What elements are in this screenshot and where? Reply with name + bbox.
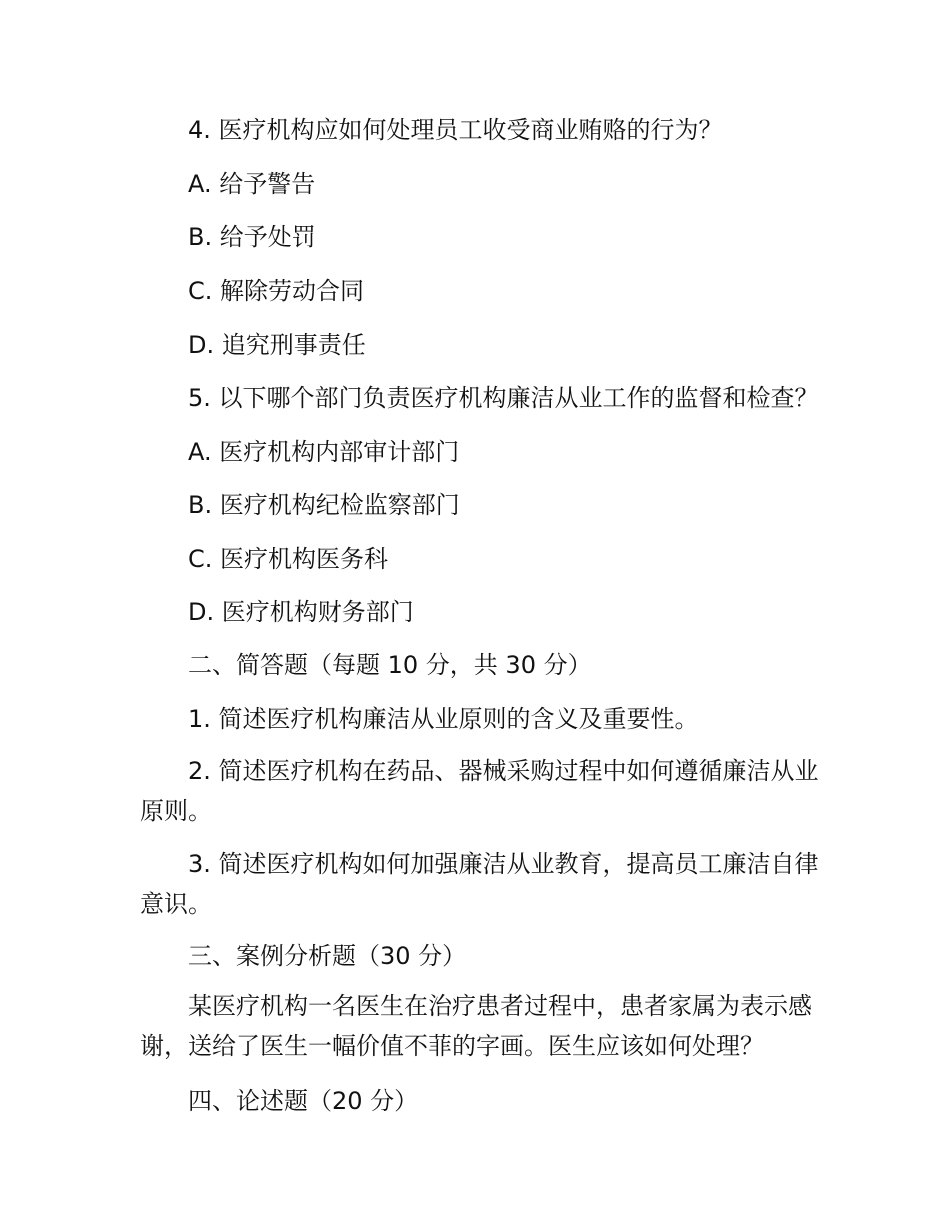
question-4-option-a: A. 给予警告 (188, 170, 316, 198)
question-5-option-b: B. 医疗机构纪检监察部门 (188, 491, 460, 519)
question-4-option-d: D. 追究刑事责任 (188, 331, 366, 359)
question-5-option-a: A. 医疗机构内部审计部门 (188, 438, 460, 466)
question-4-option-c: C. 解除劳动合同 (188, 277, 365, 305)
question-4-stem: 4. 医疗机构应如何处理员工收受商业贿赂的行为？ (188, 116, 723, 144)
question-5-stem: 5. 以下哪个部门负责医疗机构廉洁从业工作的监督和检查？ (188, 384, 819, 412)
section-2-title: 二、简答题（每题 10 分，共 30 分） (188, 651, 592, 679)
section-4-title: 四、论述题（20 分） (188, 1087, 419, 1115)
short-answer-2: 2. 简述医疗机构在药品、器械采购过程中如何遵循廉洁从业原则。 (140, 757, 819, 825)
short-answer-1: 1. 简述医疗机构廉洁从业原则的含义及重要性。 (188, 705, 699, 733)
question-5-option-c: C. 医疗机构医务科 (188, 545, 389, 573)
question-4-option-b: B. 给予处罚 (188, 223, 316, 251)
question-5-option-d: D. 医疗机构财务部门 (188, 598, 414, 626)
case-analysis-text: 某医疗机构一名医生在治疗患者过程中，患者家属为表示感谢，送给了医生一幅价值不菲的字画。医生应该如何处理？ (140, 992, 812, 1060)
section-3-title: 三、案例分析题（30 分） (188, 942, 467, 970)
short-answer-3: 3. 简述医疗机构如何加强廉洁从业教育，提高员工廉洁自律意识。 (140, 850, 819, 918)
